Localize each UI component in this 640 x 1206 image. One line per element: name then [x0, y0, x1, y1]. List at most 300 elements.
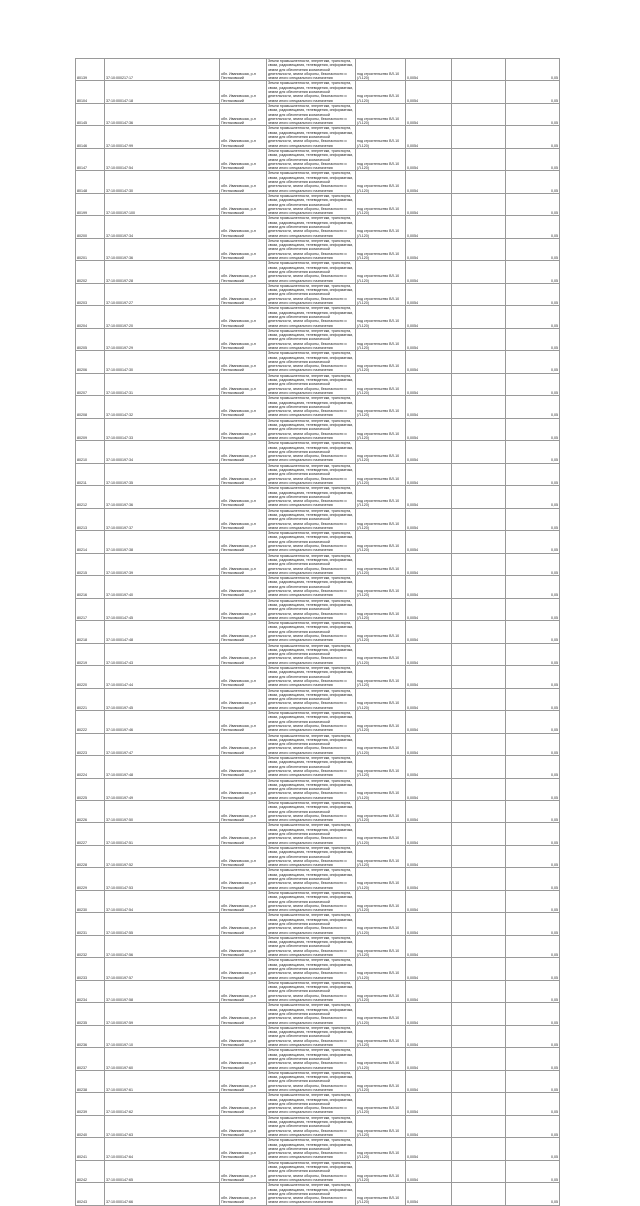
tax-cell: 0,05 [506, 688, 560, 710]
table-row [76, 463, 560, 485]
cadastral-number: 37:10:000197:36 [105, 486, 220, 508]
table-row [76, 935, 560, 957]
land-category-cell: Земли промышленности, энергетики, транспорта, связи, радиовещания, телевидения, информатики, земли для обеспечения космической деятельности, земли обороны, безопасности и земли иного специального назначения [267, 463, 356, 485]
address-cell: обл. Ивановская, р-н Пестяковский [220, 103, 267, 125]
tax-cell: 0,05 [506, 980, 560, 1002]
cadastral-value-cell [452, 598, 506, 620]
address-cell: обл. Ивановская, р-н Пестяковский [220, 666, 267, 688]
tax-cell: 0,05 [506, 1138, 560, 1160]
rate-cell: 0,0054 [406, 306, 452, 328]
permitted-use-cell: под строительство ВЛ-10 (Л-120) [356, 508, 406, 530]
cadastral-number: 37:10:000147:65 [105, 1160, 220, 1182]
table-row [76, 1183, 560, 1205]
cadastral-number: 37:10:000147:36 [105, 103, 220, 125]
address-cell: обл. Ивановская, р-н Пестяковский [220, 148, 267, 170]
tax-cell: 0,05 [506, 823, 560, 845]
cadastral-value-cell [452, 643, 506, 665]
cadastral-number: 37:10:000147:45 [105, 598, 220, 620]
rate-cell: 0,0054 [406, 486, 452, 508]
address-cell: обл. Ивановская, р-н Пестяковский [220, 958, 267, 980]
cadastral-number: 37:10:000197:52 [105, 845, 220, 867]
rate-cell: 0,0054 [406, 441, 452, 463]
permitted-use-cell: под строительство ВЛ-10 (Л-120) [356, 441, 406, 463]
address-cell: обл. Ивановская, р-н Пестяковский [220, 621, 267, 643]
land-category-cell: Земли промышленности, энергетики, транспорта, связи, радиовещания, телевидения, информатики, земли для обеспечения космической деятельности, земли обороны, безопасности и земли иного специального назначения [267, 800, 356, 822]
address-cell: обл. Ивановская, р-н Пестяковский [220, 1025, 267, 1047]
address-cell: обл. Ивановская, р-н Пестяковский [220, 193, 267, 215]
cadastral-number: 37:10:000197:47 [105, 733, 220, 755]
tax-cell: 0,05 [506, 418, 560, 440]
permitted-use-cell: под строительство ВЛ-10 (Л-120) [356, 890, 406, 912]
rate-cell: 0,0054 [406, 1138, 452, 1160]
tax-cell: 0,05 [506, 193, 560, 215]
table-row [76, 868, 560, 890]
row-number: 80210 [76, 441, 105, 463]
table-row [76, 283, 560, 305]
row-number: 80200 [76, 216, 105, 238]
land-category-cell: Земли промышленности, энергетики, транспорта, связи, радиовещания, телевидения, информатики, земли для обеспечения космической деятельности, земли обороны, безопасности и земли иного специального назначения [267, 351, 356, 373]
tax-cell: 0,05 [506, 643, 560, 665]
permitted-use-cell: под строительство ВЛ-10 (Л-120) [356, 1115, 406, 1137]
land-category-cell: Земли промышленности, энергетики, транспорта, связи, радиовещания, телевидения, информатики, земли для обеспечения космической деятельности, земли обороны, безопасности и земли иного специального назначения [267, 553, 356, 575]
address-cell: обл. Ивановская, р-н Пестяковский [220, 508, 267, 530]
permitted-use-cell: под строительство ВЛ-10 (Л-120) [356, 1183, 406, 1205]
address-cell: обл. Ивановская, р-н Пестяковский [220, 441, 267, 463]
permitted-use-cell: под строительство ВЛ-10 (Л-120) [356, 868, 406, 890]
table-row [76, 1003, 560, 1025]
cadastral-value-cell [452, 463, 506, 485]
table-row [76, 81, 560, 103]
cadastral-value-cell [452, 351, 506, 373]
tax-cell: 0,05 [506, 1115, 560, 1137]
row-number: 80222 [76, 711, 105, 733]
cadastral-number: 37:10:000147:51 [105, 823, 220, 845]
address-cell: обл. Ивановская, р-н Пестяковский [220, 1048, 267, 1070]
tax-cell: 0,05 [506, 441, 560, 463]
cadastral-value-cell [452, 373, 506, 395]
tax-cell: 0,05 [506, 666, 560, 688]
address-cell: обл. Ивановская, р-н Пестяковский [220, 81, 267, 103]
cadastral-value-cell [452, 1048, 506, 1070]
permitted-use-cell: под строительство ВЛ-10 (Л-120) [356, 283, 406, 305]
cadastral-number: 37:10:000147:30 [105, 351, 220, 373]
address-cell: обл. Ивановская, р-н Пестяковский [220, 59, 267, 81]
permitted-use-cell: под строительство ВЛ-10 (Л-120) [356, 778, 406, 800]
cadastral-value-cell [452, 126, 506, 148]
land-category-cell: Земли промышленности, энергетики, транспорта, связи, радиовещания, телевидения, информатики, земли для обеспечения космической деятельности, земли обороны, безопасности и земли иного специального назначения [267, 1003, 356, 1025]
tax-cell: 0,05 [506, 238, 560, 260]
rate-cell: 0,0054 [406, 643, 452, 665]
table-row [76, 193, 560, 215]
row-number: 80220 [76, 666, 105, 688]
row-number: 80233 [76, 958, 105, 980]
row-number: 80223 [76, 733, 105, 755]
table-row [76, 59, 560, 81]
land-category-cell: Земли промышленности, энергетики, транспорта, связи, радиовещания, телевидения, информатики, земли для обеспечения космической деятельности, земли обороны, безопасности и земли иного специального назначения [267, 103, 356, 125]
cadastral-number: 37:10:000197:60 [105, 1048, 220, 1070]
address-cell: обл. Ивановская, р-н Пестяковский [220, 1093, 267, 1115]
row-number: 80208 [76, 396, 105, 418]
rate-cell: 0,0054 [406, 778, 452, 800]
cadastral-number: 37:10:000147:99 [105, 126, 220, 148]
permitted-use-cell: под строительство ВЛ-10 (Л-120) [356, 126, 406, 148]
tax-cell: 0,05 [506, 216, 560, 238]
address-cell: обл. Ивановская, р-н Пестяковский [220, 1070, 267, 1092]
permitted-use-cell: под строительство ВЛ-10 (Л-120) [356, 148, 406, 170]
permitted-use-cell: под строительство ВЛ-10 (Л-120) [356, 756, 406, 778]
land-category-cell: Земли промышленности, энергетики, транспорта, связи, радиовещания, телевидения, информатики, земли для обеспечения космической деятельности, земли обороны, безопасности и земли иного специального назначения [267, 778, 356, 800]
address-cell: обл. Ивановская, р-н Пестяковский [220, 913, 267, 935]
land-category-cell: Земли промышленности, энергетики, транспорта, связи, радиовещания, телевидения, информатики, земли для обеспечения космической деятельности, земли обороны, безопасности и земли иного специального назначения [267, 576, 356, 598]
cadastral-value-cell [452, 103, 506, 125]
table-row [76, 913, 560, 935]
table-row [76, 216, 560, 238]
permitted-use-cell: под строительство ВЛ-10 (Л-120) [356, 1093, 406, 1115]
cadastral-number: 37:10:000147:66 [105, 1183, 220, 1205]
permitted-use-cell: под строительство ВЛ-10 (Л-120) [356, 553, 406, 575]
table-row [76, 756, 560, 778]
permitted-use-cell: под строительство ВЛ-10 (Л-120) [356, 980, 406, 1002]
row-number: 80145 [76, 103, 105, 125]
land-category-cell: Земли промышленности, энергетики, транспорта, связи, радиовещания, телевидения, информатики, земли для обеспечения космической деятельности, земли обороны, безопасности и земли иного специального назначения [267, 1048, 356, 1070]
tax-cell: 0,05 [506, 711, 560, 733]
tax-cell: 0,05 [506, 283, 560, 305]
tax-cell: 0,05 [506, 103, 560, 125]
rate-cell: 0,0054 [406, 913, 452, 935]
rate-cell: 0,0054 [406, 328, 452, 350]
tax-cell: 0,05 [506, 1093, 560, 1115]
address-cell: обл. Ивановская, р-н Пестяковский [220, 935, 267, 957]
permitted-use-cell: под строительство ВЛ-10 (Л-120) [356, 598, 406, 620]
permitted-use-cell: под строительство ВЛ-10 (Л-120) [356, 913, 406, 935]
address-cell: обл. Ивановская, р-н Пестяковский [220, 823, 267, 845]
permitted-use-cell: под строительство ВЛ-10 (Л-120) [356, 935, 406, 957]
cadastral-number: 37:10:000197:34 [105, 441, 220, 463]
land-category-cell: Земли промышленности, энергетики, транспорта, связи, радиовещания, телевидения, информатики, земли для обеспечения космической деятельности, земли обороны, безопасности и земли иного специального назначения [267, 306, 356, 328]
cadastral-value-cell [452, 913, 506, 935]
table-row [76, 1115, 560, 1137]
row-number: 80232 [76, 935, 105, 957]
row-number: 80231 [76, 913, 105, 935]
address-cell: обл. Ивановская, р-н Пестяковский [220, 1138, 267, 1160]
address-cell: обл. Ивановская, р-н Пестяковский [220, 845, 267, 867]
rate-cell: 0,0054 [406, 1070, 452, 1092]
address-cell: обл. Ивановская, р-н Пестяковский [220, 1183, 267, 1205]
table-row [76, 958, 560, 980]
tax-cell: 0,05 [506, 598, 560, 620]
address-cell: обл. Ивановская, р-н Пестяковский [220, 711, 267, 733]
address-cell: обл. Ивановская, р-н Пестяковский [220, 216, 267, 238]
land-category-cell: Земли промышленности, энергетики, транспорта, связи, радиовещания, телевидения, информатики, земли для обеспечения космической деятельности, земли обороны, безопасности и земли иного специального назначения [267, 935, 356, 957]
row-number: 80230 [76, 890, 105, 912]
rate-cell: 0,0054 [406, 756, 452, 778]
land-category-cell: Земли промышленности, энергетики, транспорта, связи, радиовещания, телевидения, информатики, земли для обеспечения космической деятельности, земли обороны, безопасности и земли иного специального назначения [267, 418, 356, 440]
row-number: 80229 [76, 868, 105, 890]
cadastral-value-cell [452, 800, 506, 822]
permitted-use-cell: под строительство ВЛ-10 (Л-120) [356, 711, 406, 733]
table-body [76, 59, 560, 1206]
land-category-cell: Земли промышленности, энергетики, транспорта, связи, радиовещания, телевидения, информатики, земли для обеспечения космической деятельности, земли обороны, безопасности и земли иного специального назначения [267, 1025, 356, 1047]
tax-cell: 0,05 [506, 508, 560, 530]
land-category-cell: Земли промышленности, энергетики, транспорта, связи, радиовещания, телевидения, информатики, земли для обеспечения космической деятельности, земли обороны, безопасности и земли иного специального назначения [267, 1115, 356, 1137]
table-row [76, 598, 560, 620]
permitted-use-cell: под строительство ВЛ-10 (Л-120) [356, 463, 406, 485]
permitted-use-cell: под строительство ВЛ-10 (Л-120) [356, 373, 406, 395]
land-category-cell: Земли промышленности, энергетики, транспорта, связи, радиовещания, телевидения, информатики, земли для обеспечения космической деятельности, земли обороны, безопасности и земли иного специального назначения [267, 81, 356, 103]
cadastral-number: 37:10:000197:28 [105, 261, 220, 283]
cadastral-number: 37:10:000197:48 [105, 756, 220, 778]
tax-cell: 0,05 [506, 845, 560, 867]
tax-cell: 0,05 [506, 1025, 560, 1047]
row-number: 80224 [76, 756, 105, 778]
cadastral-value-cell [452, 59, 506, 81]
land-category-cell: Земли промышленности, энергетики, транспорта, связи, радиовещания, телевидения, информатики, земли для обеспечения космической деятельности, земли обороны, безопасности и земли иного специального назначения [267, 598, 356, 620]
cadastral-number: 37:10:000197:61 [105, 1070, 220, 1092]
rate-cell: 0,0054 [406, 1048, 452, 1070]
permitted-use-cell: под строительство ВЛ-10 (Л-120) [356, 1003, 406, 1025]
address-cell: обл. Ивановская, р-н Пестяковский [220, 261, 267, 283]
table-row [76, 688, 560, 710]
row-number: 80139 [76, 59, 105, 81]
cadastral-number: 37:10:000147:56 [105, 935, 220, 957]
tax-cell: 0,05 [506, 351, 560, 373]
cadastral-number: 37:10:000147:43 [105, 643, 220, 665]
tax-cell: 0,05 [506, 1003, 560, 1025]
address-cell: обл. Ивановская, р-н Пестяковский [220, 733, 267, 755]
cadastral-number: 37:10:000197:59 [105, 1003, 220, 1025]
rate-cell: 0,0054 [406, 396, 452, 418]
table-row [76, 621, 560, 643]
tax-cell: 0,05 [506, 778, 560, 800]
table-row [76, 1093, 560, 1115]
land-category-cell: Земли промышленности, энергетики, транспорта, связи, радиовещания, телевидения, информатики, земли для обеспечения космической деятельности, земли обороны, безопасности и земли иного специального назначения [267, 868, 356, 890]
permitted-use-cell: под строительство ВЛ-10 (Л-120) [356, 1138, 406, 1160]
cadastral-value-cell [452, 306, 506, 328]
table-row [76, 800, 560, 822]
cadastral-number: 37:10:000197:36 [105, 238, 220, 260]
row-number: 80238 [76, 1070, 105, 1092]
table-row [76, 418, 560, 440]
land-category-cell: Земли промышленности, энергетики, транспорта, связи, радиовещания, телевидения, информатики, земли для обеспечения космической деятельности, земли обороны, безопасности и земли иного специального назначения [267, 666, 356, 688]
tax-cell: 0,05 [506, 328, 560, 350]
row-number: 80202 [76, 261, 105, 283]
land-category-cell: Земли промышленности, энергетики, транспорта, связи, радиовещания, телевидения, информатики, земли для обеспечения космической деятельности, земли обороны, безопасности и земли иного специального назначения [267, 823, 356, 845]
rate-cell: 0,0054 [406, 148, 452, 170]
cadastral-value-cell [452, 396, 506, 418]
cadastral-value-cell [452, 823, 506, 845]
land-category-cell: Земли промышленности, энергетики, транспорта, связи, радиовещания, телевидения, информатики, земли для обеспечения космической деятельности, земли обороны, безопасности и земли иного специального назначения [267, 643, 356, 665]
tax-cell: 0,05 [506, 531, 560, 553]
table-row [76, 890, 560, 912]
rate-cell: 0,0054 [406, 1183, 452, 1205]
cadastral-value-cell [452, 553, 506, 575]
land-category-cell: Земли промышленности, энергетики, транспорта, связи, радиовещания, телевидения, информатики, земли для обеспечения космической деятельности, земли обороны, безопасности и земли иного специального назначения [267, 373, 356, 395]
row-number: 80227 [76, 823, 105, 845]
cadastral-value-cell [452, 261, 506, 283]
row-number: 80206 [76, 351, 105, 373]
rate-cell: 0,0054 [406, 216, 452, 238]
land-registry-table [75, 58, 560, 1206]
tax-cell: 0,05 [506, 913, 560, 935]
cadastral-value-cell [452, 890, 506, 912]
land-category-cell: Земли промышленности, энергетики, транспорта, связи, радиовещания, телевидения, информатики, земли для обеспечения космической деятельности, земли обороны, безопасности и земли иного специального назначения [267, 126, 356, 148]
tax-cell: 0,05 [506, 463, 560, 485]
land-category-cell: Земли промышленности, энергетики, транспорта, связи, радиовещания, телевидения, информатики, земли для обеспечения космической деятельности, земли обороны, безопасности и земли иного специального назначения [267, 756, 356, 778]
permitted-use-cell: под строительство ВЛ-10 (Л-120) [356, 81, 406, 103]
address-cell: обл. Ивановская, р-н Пестяковский [220, 531, 267, 553]
row-number: 80201 [76, 238, 105, 260]
land-category-cell: Земли промышленности, энергетики, транспорта, связи, радиовещания, телевидения, информатики, земли для обеспечения космической деятельности, земли обороны, безопасности и земли иного специального назначения [267, 216, 356, 238]
cadastral-number: 37:10:000147:55 [105, 913, 220, 935]
row-number: 80239 [76, 1093, 105, 1115]
permitted-use-cell: под строительство ВЛ-10 (Л-120) [356, 103, 406, 125]
cadastral-value-cell [452, 486, 506, 508]
row-number: 80212 [76, 486, 105, 508]
cadastral-number: 37:10:000197:50 [105, 800, 220, 822]
permitted-use-cell: под строительство ВЛ-10 (Л-120) [356, 486, 406, 508]
table-row [76, 553, 560, 575]
table-row [76, 711, 560, 733]
permitted-use-cell: под строительство ВЛ-10 (Л-120) [356, 396, 406, 418]
permitted-use-cell: под строительство ВЛ-10 (Л-120) [356, 171, 406, 193]
cadastral-number: 37:10:000147:63 [105, 1115, 220, 1137]
cadastral-value-cell [452, 958, 506, 980]
table-row [76, 486, 560, 508]
permitted-use-cell: под строительство ВЛ-10 (Л-120) [356, 418, 406, 440]
land-category-cell: Земли промышленности, энергетики, транспорта, связи, радиовещания, телевидения, информатики, земли для обеспечения космической деятельности, земли обороны, безопасности и земли иного специального назначения [267, 913, 356, 935]
address-cell: обл. Ивановская, р-н Пестяковский [220, 1160, 267, 1182]
table-row [76, 980, 560, 1002]
tax-cell: 0,05 [506, 373, 560, 395]
address-cell: обл. Ивановская, р-н Пестяковский [220, 643, 267, 665]
land-category-cell: Земли промышленности, энергетики, транспорта, связи, радиовещания, телевидения, информатики, земли для обеспечения космической деятельности, земли обороны, безопасности и земли иного специального назначения [267, 508, 356, 530]
tax-cell: 0,05 [506, 958, 560, 980]
cadastral-value-cell [452, 756, 506, 778]
row-number: 80215 [76, 553, 105, 575]
row-number: 80148 [76, 171, 105, 193]
row-number: 80218 [76, 621, 105, 643]
cadastral-number: 37:10:000217:17 [105, 59, 220, 81]
rate-cell: 0,0054 [406, 373, 452, 395]
permitted-use-cell: под строительство ВЛ-10 (Л-120) [356, 1048, 406, 1070]
address-cell: обл. Ивановская, р-н Пестяковский [220, 418, 267, 440]
table-row [76, 396, 560, 418]
permitted-use-cell: под строительство ВЛ-10 (Л-120) [356, 958, 406, 980]
row-number: 80226 [76, 800, 105, 822]
cadastral-value-cell [452, 621, 506, 643]
tax-cell: 0,05 [506, 171, 560, 193]
cadastral-number: 37:10:000197:100 [105, 193, 220, 215]
rate-cell: 0,0054 [406, 238, 452, 260]
table-row [76, 441, 560, 463]
cadastral-number: 37:10:000197:39 [105, 553, 220, 575]
rate-cell: 0,0054 [406, 688, 452, 710]
permitted-use-cell: под строительство ВЛ-10 (Л-120) [356, 688, 406, 710]
row-number: 80221 [76, 688, 105, 710]
tax-cell: 0,05 [506, 1183, 560, 1205]
permitted-use-cell: под строительство ВЛ-10 (Л-120) [356, 666, 406, 688]
row-number: 80237 [76, 1048, 105, 1070]
rate-cell: 0,0054 [406, 553, 452, 575]
rate-cell: 0,0054 [406, 1025, 452, 1047]
cadastral-number: 37:10:000147:31 [105, 373, 220, 395]
table-row [76, 845, 560, 867]
address-cell: обл. Ивановская, р-н Пестяковский [220, 396, 267, 418]
address-cell: обл. Ивановская, р-н Пестяковский [220, 756, 267, 778]
cadastral-value-cell [452, 980, 506, 1002]
tax-cell: 0,05 [506, 306, 560, 328]
address-cell: обл. Ивановская, р-н Пестяковский [220, 373, 267, 395]
tax-cell: 0,05 [506, 756, 560, 778]
cadastral-value-cell [452, 576, 506, 598]
land-category-cell: Земли промышленности, энергетики, транспорта, связи, радиовещания, телевидения, информатики, земли для обеспечения космической деятельности, земли обороны, безопасности и земли иного специального назначения [267, 441, 356, 463]
rate-cell: 0,0054 [406, 171, 452, 193]
cadastral-value-cell [452, 418, 506, 440]
tax-cell: 0,05 [506, 126, 560, 148]
row-number: 80240 [76, 1115, 105, 1137]
tax-cell: 0,05 [506, 81, 560, 103]
permitted-use-cell: под строительство ВЛ-10 (Л-120) [356, 576, 406, 598]
permitted-use-cell: под строительство ВЛ-10 (Л-120) [356, 1160, 406, 1182]
tax-cell: 0,05 [506, 1048, 560, 1070]
rate-cell: 0,0054 [406, 463, 452, 485]
land-category-cell: Земли промышленности, энергетики, транспорта, связи, радиовещания, телевидения, информатики, земли для обеспечения космической деятельности, земли обороны, безопасности и земли иного специального назначения [267, 238, 356, 260]
rate-cell: 0,0054 [406, 576, 452, 598]
rate-cell: 0,0054 [406, 508, 452, 530]
land-category-cell: Земли промышленности, энергетики, транспорта, связи, радиовещания, телевидения, информатики, земли для обеспечения космической деятельности, земли обороны, безопасности и земли иного специального назначения [267, 486, 356, 508]
table-row [76, 126, 560, 148]
tax-cell: 0,05 [506, 553, 560, 575]
address-cell: обл. Ивановская, р-н Пестяковский [220, 553, 267, 575]
rate-cell: 0,0054 [406, 1093, 452, 1115]
table-row [76, 823, 560, 845]
cadastral-number: 37:10:000197:49 [105, 778, 220, 800]
cadastral-value-cell [452, 778, 506, 800]
land-category-cell: Земли промышленности, энергетики, транспорта, связи, радиовещания, телевидения, информатики, земли для обеспечения космической деятельности, земли обороны, безопасности и земли иного специального назначения [267, 1138, 356, 1160]
cadastral-number: 37:10:000197:35 [105, 463, 220, 485]
cadastral-value-cell [452, 1115, 506, 1137]
permitted-use-cell: под строительство ВЛ-10 (Л-120) [356, 238, 406, 260]
land-category-cell: Земли промышленности, энергетики, транспорта, связи, радиовещания, телевидения, информатики, земли для обеспечения космической деятельности, земли обороны, безопасности и земли иного специального назначения [267, 531, 356, 553]
cadastral-value-cell [452, 711, 506, 733]
rate-cell: 0,0054 [406, 845, 452, 867]
tax-cell: 0,05 [506, 621, 560, 643]
cadastral-value-cell [452, 1138, 506, 1160]
permitted-use-cell: под строительство ВЛ-10 (Л-120) [356, 823, 406, 845]
table-row [76, 643, 560, 665]
cadastral-value-cell [452, 1025, 506, 1047]
address-cell: обл. Ивановская, р-н Пестяковский [220, 238, 267, 260]
land-category-cell: Земли промышленности, энергетики, транспорта, связи, радиовещания, телевидения, информатики, земли для обеспечения космической деятельности, земли обороны, безопасности и земли иного специального назначения [267, 1183, 356, 1205]
table-row [76, 666, 560, 688]
land-category-cell: Земли промышленности, энергетики, транспорта, связи, радиовещания, телевидения, информатики, земли для обеспечения космической деятельности, земли обороны, безопасности и земли иного специального назначения [267, 1160, 356, 1182]
tax-cell: 0,05 [506, 261, 560, 283]
permitted-use-cell: под строительство ВЛ-10 (Л-120) [356, 621, 406, 643]
address-cell: обл. Ивановская, р-н Пестяковский [220, 126, 267, 148]
rate-cell: 0,0054 [406, 980, 452, 1002]
rate-cell: 0,0054 [406, 711, 452, 733]
address-cell: обл. Ивановская, р-н Пестяковский [220, 890, 267, 912]
row-number: 80241 [76, 1138, 105, 1160]
land-category-cell: Земли промышленности, энергетики, транспорта, связи, радиовещания, телевидения, информатики, земли для обеспечения космической деятельности, земли обороны, безопасности и земли иного специального назначения [267, 171, 356, 193]
cadastral-number: 37:10:000197:46 [105, 711, 220, 733]
permitted-use-cell: под строительство ВЛ-10 (Л-120) [356, 733, 406, 755]
cadastral-value-cell [452, 508, 506, 530]
cadastral-number: 37:10:000197:34 [105, 216, 220, 238]
cadastral-value-cell [452, 1093, 506, 1115]
address-cell: обл. Ивановская, р-н Пестяковский [220, 1115, 267, 1137]
permitted-use-cell: под строительство ВЛ-10 (Л-120) [356, 1070, 406, 1092]
